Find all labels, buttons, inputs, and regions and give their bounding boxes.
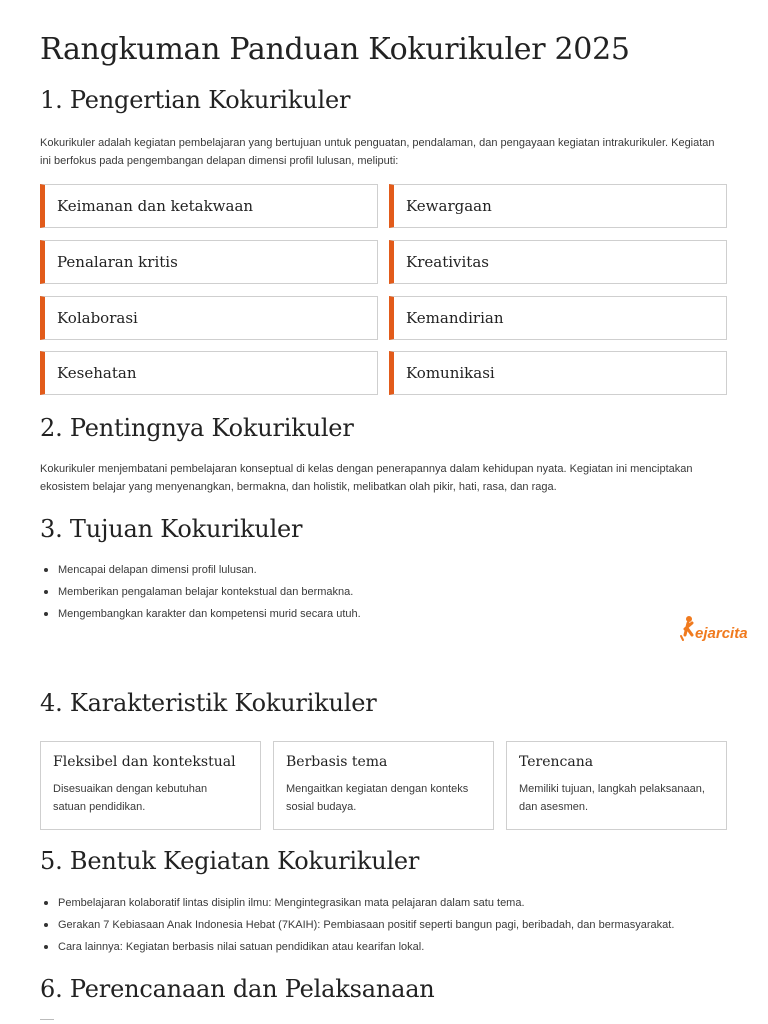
list-item: Mencapai delapan dimensi profil lulusan. [40, 559, 361, 581]
characteristic-card [273, 741, 494, 830]
bullet-icon [44, 923, 48, 927]
section-paragraph-pentingnya: Kokurikuler menjembatani pembelajaran konseptual di kelas dengan penerapannya dalam kehidupan nyata. Kegiatan ini menciptakan ekosistem belajar yang menyenangkan, bermakna, dan holistik, melibatkan olah pikir, hati, rasa, dan raga. [40, 463, 693, 493]
dimension-card [389, 296, 727, 340]
card-description: Mengaitkan kegiatan dengan konteks sosial budaya. [286, 783, 469, 813]
section-heading-pengertian: 1. Pengertian Kokurikuler [40, 86, 351, 114]
dimension-label: Kemandirian [406, 309, 504, 327]
list-item: Pembelajaran kolaboratif lintas disiplin ilmu: Mengintegrasikan mata pelajaran dalam satu tema. [40, 892, 674, 914]
dimension-label: Kreativitas [406, 253, 489, 271]
dimension-card [389, 184, 727, 228]
characteristic-card [506, 741, 727, 830]
section-heading-perencanaan: 6. Perencanaan dan Pelaksanaan [40, 975, 435, 1003]
list-item: Gerakan 7 Kebiasaan Anak Indonesia Hebat (7KAIH): Pembiasaan positif seperti bangun pagi, beribadah, dan bermasyarakat. [40, 914, 674, 936]
section-paragraph-pengertian: Kokurikuler adalah kegiatan pembelajaran yang bertujuan untuk penguatan, pendalaman, dan pengayaan kegiatan intrakurikuler. Kegiatan ini berfokus pada pengembangan delapan dimensi profil lulusan, meliputi: [40, 137, 715, 167]
dimension-card [389, 351, 727, 395]
bullet-icon [44, 568, 48, 572]
characteristic-card [40, 741, 261, 830]
section-heading-karakteristik: 4. Karakteristik Kokurikuler [40, 689, 377, 717]
section-heading-bentuk: 5. Bentuk Kegiatan Kokurikuler [40, 847, 420, 875]
dimension-card [40, 184, 378, 228]
bullet-icon [44, 612, 48, 616]
dimension-label: Komunikasi [406, 364, 495, 382]
section-heading-pentingnya: 2. Pentingnya Kokurikuler [40, 414, 354, 442]
logo-text: ejarcita [695, 625, 748, 642]
card-title: Terencana [519, 754, 594, 770]
dimension-card [40, 296, 378, 340]
dimension-label: Kewargaan [406, 197, 492, 215]
card-description: Memiliki tujuan, langkah pelaksanaan, dan asesmen. [519, 783, 705, 813]
dimension-label: Keimanan dan ketakwaan [57, 197, 254, 215]
section-heading-tujuan: 3. Tujuan Kokurikuler [40, 515, 303, 543]
dimension-card [40, 240, 378, 284]
divider [40, 1019, 54, 1020]
list-item: Cara lainnya: Kegiatan berbasis nilai satuan pendidikan atau kearifan lokal. [40, 936, 674, 958]
dimension-card [389, 240, 727, 284]
card-title: Fleksibel dan kontekstual [53, 754, 236, 770]
kejarcita-logo-icon [680, 614, 762, 646]
page-title: Rangkuman Panduan Kokurikuler 2025 [40, 32, 630, 67]
list-item: Memberikan pengalaman belajar kontekstual dan bermakna. [40, 581, 361, 603]
bentuk-list [40, 892, 674, 958]
tujuan-list [40, 559, 361, 625]
list-item: Mengembangkan karakter dan kompetensi murid secara utuh. [40, 603, 361, 625]
dimension-label: Penalaran kritis [57, 253, 178, 271]
bullet-icon [44, 590, 48, 594]
dimension-label: Kolaborasi [57, 309, 138, 327]
card-description: Disesuaikan dengan kebutuhan satuan pendidikan. [53, 783, 208, 813]
bullet-icon [44, 901, 48, 905]
dimension-label: Kesehatan [57, 364, 137, 382]
kejarcita-logo [680, 614, 762, 646]
dimension-card [40, 351, 378, 395]
card-title: Berbasis tema [286, 754, 388, 770]
bullet-icon [44, 945, 48, 949]
